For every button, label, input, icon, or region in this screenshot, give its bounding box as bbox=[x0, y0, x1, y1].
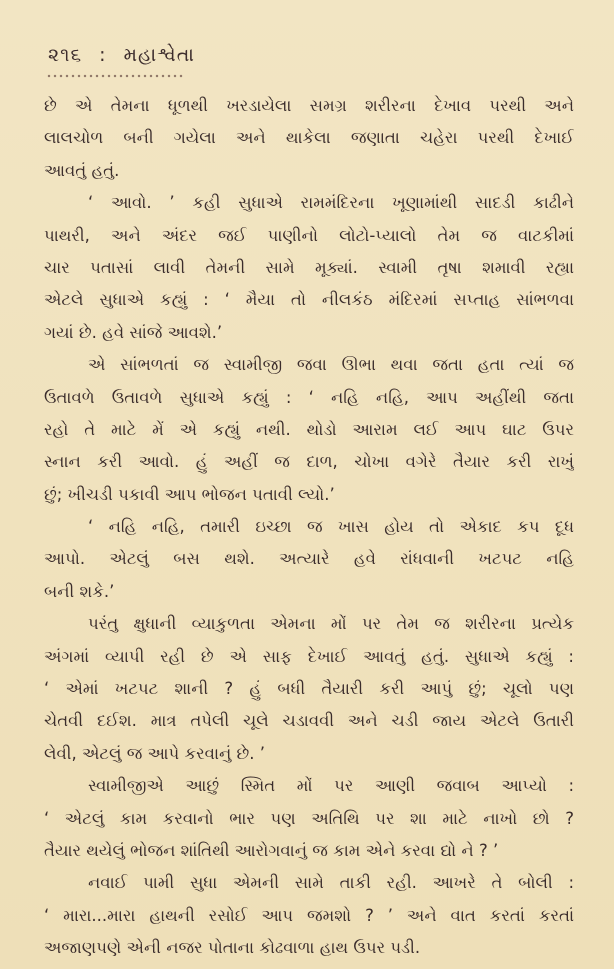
chapter-title: મહાશ્વેતા bbox=[123, 44, 195, 66]
text-line: નવાઈ પામી સુધા એમની સામે તાકી રહી. આખરે તે બોલી : bbox=[88, 873, 574, 893]
text-line: લેવી, એટલું જ આપે કરવાનું છે. ’ bbox=[44, 743, 266, 763]
page-number: ૨૧૬ bbox=[48, 44, 83, 66]
text-line: છું; ખીચડી પકાવી આપ ભોજન પતાવી લ્યો.’ bbox=[44, 484, 335, 504]
text-line: સ્વામીજીએ આછું સ્મિત મોં પર આણી જવાબ આપ્યો : bbox=[88, 776, 574, 796]
text-line: પાથરી, અને અંદર જઈ પાણીનો લોટો-પ્યાલો તેમ જ વાટકીમાં bbox=[44, 225, 574, 245]
text-line: ‘ એટલું કામ કરવાનો ભાર પણ અતિથિ પર શા માટે નાખો છો ? bbox=[44, 808, 574, 828]
text-line: ‘ નહિ નહિ, તમારી ઇચ્છા જ ખાસ હોય તો એકાદ કપ દૂધ bbox=[88, 517, 574, 537]
header-separator: : bbox=[99, 44, 107, 66]
text-line: ‘ મારા...મારા હાથની રસોઈ આપ જમશો ? ’ અને વાત કરતાં કરતાં bbox=[44, 905, 574, 925]
text-line: એટલે સુધાએ કહ્યું : ‘ મૈયા તો નીલકંઠ મંદિરમાં સપ્તાહ સાંભળવા bbox=[44, 290, 574, 310]
header-dotted-rule bbox=[46, 74, 184, 79]
text-line: ચેતવી દઈશ. માત્ર તપેલી ચૂલે ચડાવવી અને ચડી જાય એટલે ઉતારી bbox=[44, 711, 574, 731]
text-line: ગયાં છે. હવે સાંજે આવશે.’ bbox=[44, 322, 223, 342]
text-line: ‘ એમાં ખટપટ શાની ? હું બધી તૈયારી કરી આપું છું; ચૂલો પણ bbox=[44, 679, 574, 699]
text-line: તૈયાર થયેલું ભોજન શાંતિથી આરોગવાનું જ કામ એને કરવા દ્યો ને ? ’ bbox=[44, 840, 499, 860]
body-text bbox=[44, 90, 574, 965]
text-line: સ્નાન કરી આવો. હું અહીં જ દાળ, ચોખા વગેરે તૈયાર કરી રાખું bbox=[44, 452, 574, 472]
text-line: રહો તે માટે મેં એ કહ્યું નથી. થોડો આરામ લઈ આપ ઘાટ ઉપર bbox=[44, 419, 574, 439]
text-line: અંગમાં વ્યાપી રહી છે એ સાફ દેખાઈ આવતું હતું. સુધાએ કહ્યું : bbox=[44, 646, 574, 666]
text-line: આવતું હતું. bbox=[44, 160, 120, 180]
text-line: બની શકે.’ bbox=[44, 581, 115, 601]
text-line: ઉતાવળે ઉતાવળે સુધાએ કહ્યું : ‘ નહિ નહિ, આપ અહીંથી જતા bbox=[44, 387, 574, 407]
text-line: આપો. એટલું બસ થશે. અત્યારે હવે રાંધવાની ખટપટ નહિ bbox=[44, 549, 574, 569]
text-line: અજાણપણે એની નજર પોતાના કોઢવાળા હાથ ઉપર પડી. bbox=[44, 938, 421, 958]
text-line: છે એ તેમના ધૂળથી ખરડાયેલા સમગ્ર શરીરના દેખાવ પરથી અને bbox=[44, 96, 574, 115]
text-line: ‘ આવો. ’ કહી સુધાએ રામમંદિરના ખૂણામાંથી સાદડી કાઢીને bbox=[88, 193, 574, 213]
text-line: પરંતુ ક્ષુધાની વ્યાકુળતા એમના મોં પર તેમ જ શરીરના પ્રત્યેક bbox=[88, 614, 574, 634]
text-line: લાલચોળ બની ગયેલા અને થાકેલા જણાતા ચહેરા પરથી દેખાઈ bbox=[44, 128, 574, 148]
running-header bbox=[48, 44, 195, 66]
text-line: ચાર પતાસાં લાવી તેમની સામે મૂક્યાં. સ્વામી તૃષા શમાવી રહ્યા bbox=[44, 257, 574, 277]
text-line: એ સાંભળતાં જ સ્વામીજી જવા ઊભા થવા જતા હતા ત્યાં જ bbox=[88, 355, 574, 375]
